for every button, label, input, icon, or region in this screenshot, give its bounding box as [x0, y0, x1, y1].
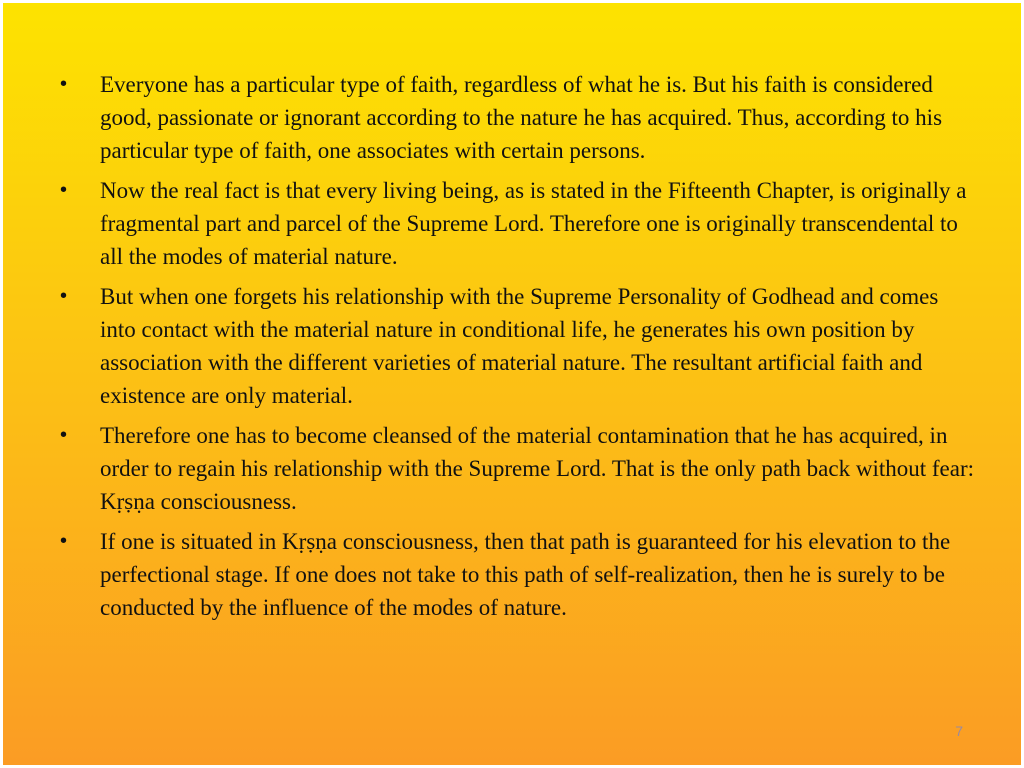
bullet-item: [3, 68, 1021, 167]
bullet-text: If one is situated in Kṛṣṇa consciousness, then that path is guaranteed for his elevation to the perfectional stage. If one does not take to this path of self-realization, then he is surely to be conducted by the influence of the modes of nature.: [100, 529, 951, 620]
bullet-text: Now the real fact is that every living being, as is stated in the Fifteenth Chapter, is originally a fragmental part and parcel of the Supreme Lord. Therefore one is originally transcendental to all the modes of material nature.: [100, 178, 967, 269]
bullet-icon: •: [60, 424, 68, 446]
bullet-icon: •: [60, 73, 68, 95]
bullet-item: [3, 419, 1021, 518]
bullet-item: [3, 174, 1021, 273]
bullet-icon: •: [60, 530, 68, 552]
bullet-item: [3, 525, 1021, 624]
bullet-item: [3, 280, 1021, 412]
bullet-icon: •: [60, 285, 68, 307]
bullet-icon: •: [60, 179, 68, 201]
bullet-list: [3, 68, 1021, 631]
page-number: 7: [955, 723, 963, 739]
bullet-text: Therefore one has to become cleansed of the material contamination that he has acquired, in order to regain his relationship with the Supreme Lord. That is the only path back without fear: Kṛṣṇa consciousness.: [100, 423, 974, 514]
bullet-text: But when one forgets his relationship with the Supreme Personality of Godhead and comes into contact with the material nature in conditional life, he generates his own position by association with the different varieties of material nature. The resultant artificial faith and existence are only material.: [100, 284, 939, 408]
bullet-text: Everyone has a particular type of faith, regardless of what he is. But his faith is considered good, passionate or ignorant according to the nature he has acquired. Thus, according to his particular type of faith, one associates with certain persons.: [100, 72, 943, 163]
slide: [3, 3, 1021, 765]
